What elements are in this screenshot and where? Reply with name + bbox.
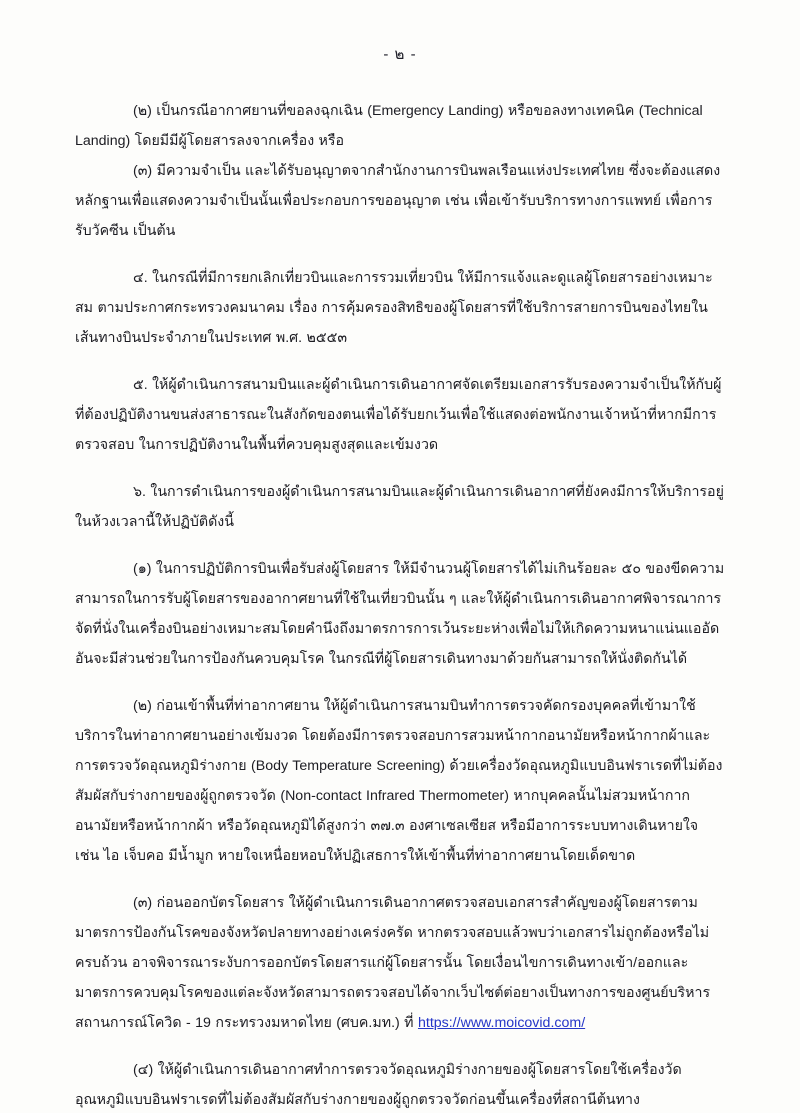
paragraph-clause-2-2: (๒) เป็นกรณีอากาศยานที่ขอลงฉุกเฉิน (Emergency Landing) หรือขอลงทางเทคนิค (Technical Landing) โดยมีมีผู้โดยสารลงจากเครื่อง หรือ — [75, 103, 703, 149]
paragraph-clause-5: ๕. ให้ผู้ดำเนินการสนามบินและผู้ดำเนินการเดินอากาศจัดเตรียมเอกสารรับรองความจำเป็นให้กับผู้ที่ต้องปฏิบัติงานขนส่งสาธารณะในสังกัดของตนเพื่อได้รับยกเว้นเพื่อใช้แสดงต่อพนักงานเจ้าหน้าที่หากมีการตรวจสอบ ในการปฏิบัติงานในพื้นที่ควบคุมสูงสุดและเข้มงวด — [75, 377, 722, 453]
paragraph-clause-6-4: (๔) ให้ผู้ดำเนินการเดินอากาศทำการตรวจวัดอุณหภูมิร่างกายของผู้โดยสารโดยใช้เครื่องวัดอุณหภูมิแบบอินฟราเรดที่ไม่ต้องสัมผัสกับร่างกายของผู้ถูกตรวจวัดก่อนขึ้นเครื่องที่สถานีต้นทาง — [75, 1062, 682, 1108]
paragraph-clause-6: ๖. ในการดำเนินการของผู้ดำเนินการสนามบินและผู้ดำเนินการเดินอากาศที่ยังคงมีการให้บริการอยู่ในห้วงเวลานี้ให้ปฏิบัติดังนี้ — [75, 484, 724, 530]
paragraph-clause-2-3: (๓) มีความจำเป็น และได้รับอนุญาตจากสำนักงานการบินพลเรือนแห่งประเทศไทย ซึ่งจะต้องแสดงหลักฐานเพื่อแสดงความจำเป็นนั้นเพื่อประกอบการขออนุญาต เช่น เพื่อเข้ารับบริการทางการแพทย์ เพื่อการรับวัคซีน เป็นต้น — [75, 163, 721, 239]
paragraph-clause-6-3 — [75, 888, 725, 1038]
moicovid-link[interactable]: https://www.moicovid.com/ — [417, 1015, 586, 1031]
page-number: - ๒ - — [383, 46, 417, 63]
paragraph-clause-4: ๔. ในกรณีที่มีการยกเลิกเที่ยวบินและการรวมเที่ยวบิน ให้มีการแจ้งและดูแลผู้โดยสารอย่างเหมาะสม ตามประกาศกระทรวงคมนาคม เรื่อง การคุ้มครองสิทธิของผู้โดยสารที่ใช้บริการสายการบินของไทยในเส้นทางบินประจำภายในประเทศ พ.ศ. ๒๕๕๓ — [75, 270, 713, 346]
clause-6-3-text: (๓) ก่อนออกบัตรโดยสาร ให้ผู้ดำเนินการเดินอากาศตรวจสอบเอกสารสำคัญของผู้โดยสารตามมาตรการป้องกันโรคของจังหวัดปลายทางอย่างเคร่งครัด หากตรวจสอบแล้วพบว่าเอกสารไม่ถูกต้องหรือไม่ครบถ้วน อาจพิจารณาระงับการออกบัตรโดยสารแก่ผู้โดยสารนั้น โดยเงื่อนไขการเดินทางเข้า/ออกและมาตรการควบคุมโรคของแต่ละจังหวัดสามารถตรวจสอบได้จากเว็บไซต์ต่อยางเป็นทางการของศูนย์บริหารสถานการณ์โควิด - 19 กระทรวงมหาดไทย (ศบค.มท.) ที่ — [75, 895, 711, 1031]
document-body — [0, 66, 800, 1113]
paragraph-clause-6-1: (๑) ในการปฏิบัติการบินเพื่อรับส่งผู้โดยสาร ให้มีจำนวนผู้โดยสารได้ไม่เกินร้อยละ ๕๐ ของขีดความสามารถในการรับผู้โดยสารของอากาศยานที่ใช้ในเที่ยวบินนั้น ๆ และให้ผู้ดำเนินการเดินอากาศพิจารณาการจัดที่นั่งในเครื่องบินอย่างเหมาะสมโดยคำนึงถึงมาตรการการเว้นระยะห่างเพื่อไม่ให้เกิดความหนาแน่นแออัด อันจะมีส่วนช่วยในการป้องกันควบคุมโรค ในกรณีที่ผู้โดยสารเดินทางมาด้วยกันสามารถให้นั่งติดกันได้ — [75, 561, 725, 667]
paragraph-clause-6-2: (๒) ก่อนเข้าพื้นที่ท่าอากาศยาน ให้ผู้ดำเนินการสนามบินทำการตรวจคัดกรองบุคคลที่เข้ามาใช้บริการในท่าอากาศยานอย่างเข้มงวด โดยต้องมีการตรวจสอบการสวมหน้ากากอนามัยหรือหน้ากากผ้าและการตรวจวัดอุณหภูมิร่างกาย (Body Temperature Screening) ด้วยเครื่องวัดอุณหภูมิแบบอินฟราเรดที่ไม่ต้องสัมผัสกับร่างกายของผู้ถูกตรวจวัด (Non-contact Infrared Thermometer) หากบุคคลนั้นไม่สวมหน้ากากอนามัยหรือหน้ากากผ้า หรือวัดอุณหภูมิได้สูงกว่า ๓๗.๓ องศาเซลเซียส หรือมีอาการระบบทางเดินหายใจ เช่น ไอ เจ็บคอ มีน้ำมูก หายใจเหนื่อยหอบให้ปฏิเสธการให้เข้าพื้นที่ท่าอากาศยานโดยเด็ดขาด — [75, 698, 723, 864]
